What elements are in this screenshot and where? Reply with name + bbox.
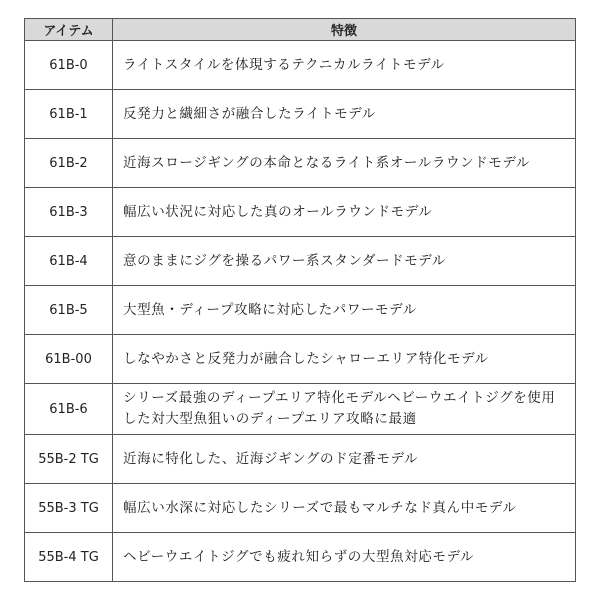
row-item: 61B-3 <box>25 188 113 237</box>
row-item: 61B-6 <box>25 384 113 435</box>
row-feature: 幅広い状況に対応した真のオールラウンドモデル <box>113 188 576 237</box>
row-item: 61B-2 <box>25 139 113 188</box>
row-item: 55B-3 TG <box>25 484 113 533</box>
row-feature: 近海スロージギングの本命となるライト系オールラウンドモデル <box>113 139 576 188</box>
table-row <box>25 139 576 188</box>
table-row <box>25 90 576 139</box>
table-row <box>25 384 576 435</box>
table-row <box>25 484 576 533</box>
row-feature: 幅広い水深に対応したシリーズで最もマルチなド真ん中モデル <box>113 484 576 533</box>
row-feature: 意のままにジグを操るパワー系スタンダードモデル <box>113 237 576 286</box>
table-row <box>25 335 576 384</box>
row-item: 61B-1 <box>25 90 113 139</box>
row-feature: ライトスタイルを体現するテクニカルライトモデル <box>113 41 576 90</box>
table-row <box>25 435 576 484</box>
table-row <box>25 286 576 335</box>
header-feature: 特徴 <box>113 19 576 41</box>
table-row <box>25 237 576 286</box>
row-item: 55B-2 TG <box>25 435 113 484</box>
row-item: 61B-0 <box>25 41 113 90</box>
row-feature: しなやかさと反発力が融合したシャローエリア特化モデル <box>113 335 576 384</box>
header-item: アイテム <box>25 19 113 41</box>
row-item: 61B-4 <box>25 237 113 286</box>
row-item: 61B-00 <box>25 335 113 384</box>
row-feature: シリーズ最強のディープエリア特化モデルヘビーウエイトジグを使用した対大型魚狙いのディープエリア攻略に最適 <box>113 384 576 435</box>
table-row <box>25 533 576 582</box>
row-item: 61B-5 <box>25 286 113 335</box>
row-feature: ヘビーウエイトジグでも疲れ知らずの大型魚対応モデル <box>113 533 576 582</box>
row-item: 55B-4 TG <box>25 533 113 582</box>
row-feature: 近海に特化した、近海ジギングのド定番モデル <box>113 435 576 484</box>
table-row <box>25 188 576 237</box>
table-row <box>25 41 576 90</box>
spec-table <box>24 18 576 582</box>
row-feature: 反発力と繊細さが融合したライトモデル <box>113 90 576 139</box>
row-feature: 大型魚・ディープ攻略に対応したパワーモデル <box>113 286 576 335</box>
spec-table-container <box>24 18 575 582</box>
table-header-row <box>25 19 576 41</box>
